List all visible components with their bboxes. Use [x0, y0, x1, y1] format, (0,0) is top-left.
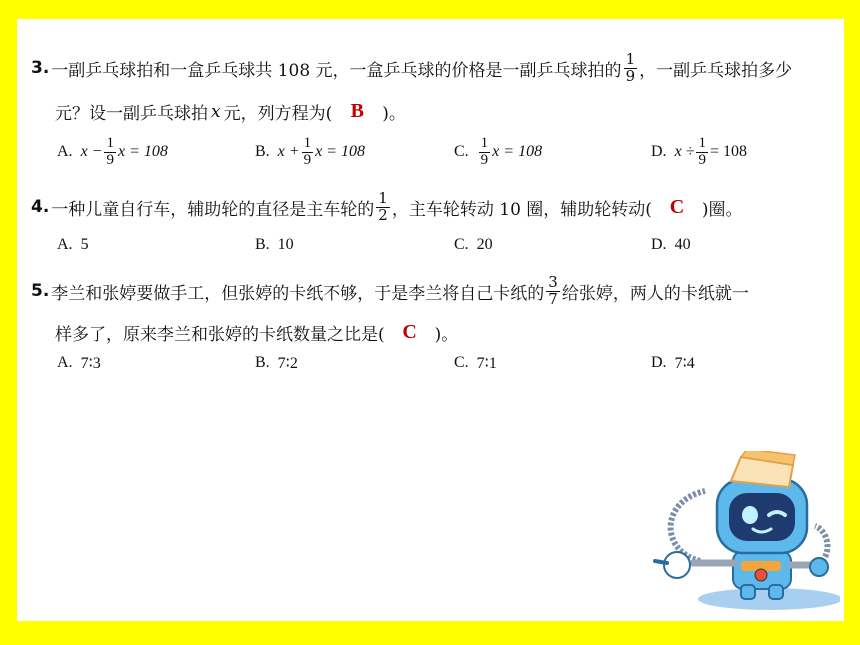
- q5-option-b-label: B.: [255, 354, 270, 371]
- q3-option-d-label: D.: [651, 143, 667, 161]
- q3-option-c-post: x = 108: [492, 143, 543, 161]
- q5-frac-den: 7: [548, 289, 558, 308]
- q4-answer: C: [669, 195, 685, 218]
- q4-text-b: ，主车轮转动 10 圈，辅助轮转动(: [391, 199, 652, 220]
- q3-text-1b: ，一副乒乓球拍多少: [639, 60, 793, 81]
- q3-option-a-post: x = 108: [117, 143, 168, 161]
- q5-option-a[interactable]: [57, 353, 101, 373]
- robot-mascot-icon: [645, 451, 840, 615]
- q3-frac-num: 1: [625, 50, 636, 68]
- q3-option-a-num: 1: [106, 135, 114, 151]
- q3-option-d[interactable]: [651, 136, 747, 169]
- q5-text-1b: 给张婷，两人的卡纸就一: [561, 283, 749, 304]
- q3-var: x: [211, 101, 221, 122]
- q3-line2: [55, 99, 406, 124]
- q3-text-2b: 元，列方程为(: [223, 104, 333, 124]
- q5-option-b-text: 7∶2: [277, 355, 298, 372]
- q3-frac-den: 9: [625, 66, 636, 85]
- q5-option-d-text: 7∶4: [674, 355, 695, 372]
- q3-option-c-den: 9: [480, 151, 489, 168]
- q3-fraction: [624, 52, 638, 85]
- q4-line: [31, 191, 743, 224]
- q5-option-c-text: 7∶1: [476, 355, 497, 372]
- q3-option-b[interactable]: [255, 136, 365, 169]
- q3-text-2a: 元？设一副乒乓球拍: [55, 104, 208, 124]
- q3-option-a-den: 9: [106, 151, 114, 168]
- q4-option-d[interactable]: [651, 236, 691, 254]
- q4-option-c-label: C.: [454, 236, 469, 253]
- q3-line1: [31, 52, 792, 85]
- worksheet-page: [17, 19, 844, 621]
- q5-option-d[interactable]: [651, 353, 695, 373]
- q3-option-d-post: = 108: [709, 143, 747, 161]
- q3-option-d-den: 9: [698, 151, 706, 168]
- q3-option-b-frac: [302, 136, 314, 169]
- q5-text-2b: )。: [434, 325, 459, 345]
- q3-option-a-pre: x −: [80, 143, 103, 161]
- q5-text-2a: 样多了，原来李兰和张婷的卡纸数量之比是(: [55, 325, 385, 345]
- q3-option-d-frac: [696, 136, 708, 169]
- q4-text-a: 一种儿童自行车，辅助轮的直径是主车轮的: [51, 199, 375, 220]
- q3-option-b-den: 9: [303, 151, 312, 168]
- q3-option-b-num: 1: [303, 135, 312, 151]
- q4-option-a-label: A.: [57, 236, 73, 253]
- q3-option-b-pre: x +: [277, 143, 300, 161]
- q4-option-a-text: 5: [80, 236, 89, 253]
- q5-number: 5.: [31, 281, 50, 302]
- q3-option-c-num: 1: [480, 135, 489, 151]
- q4-frac-num: 1: [378, 189, 388, 207]
- q4-option-b-label: B.: [255, 236, 270, 253]
- q4-option-d-label: D.: [651, 236, 667, 253]
- q4-frac-den: 2: [378, 205, 388, 224]
- q5-answer: C: [402, 321, 417, 343]
- q3-option-a[interactable]: [57, 136, 168, 169]
- q5-option-c-label: C.: [454, 354, 469, 371]
- q3-number: 3.: [31, 58, 50, 79]
- q3-option-a-label: A.: [57, 143, 73, 161]
- q3-option-c-frac: [479, 136, 491, 169]
- q4-option-d-text: 40: [674, 236, 691, 253]
- q4-option-b[interactable]: [255, 236, 294, 254]
- q4-option-a[interactable]: [57, 236, 89, 254]
- q5-option-b[interactable]: [255, 353, 298, 373]
- q5-option-a-text: 7∶3: [80, 355, 101, 372]
- q5-line1: [31, 275, 749, 308]
- q5-text-1a: 李兰和张婷要做手工，但张婷的卡纸不够，于是李兰将自己卡纸的: [51, 283, 545, 304]
- q3-option-a-frac: [104, 136, 116, 169]
- q3-option-b-post: x = 108: [315, 143, 365, 161]
- q5-fraction: [546, 275, 560, 308]
- q4-option-c[interactable]: [454, 236, 493, 254]
- q5-line2: [55, 320, 458, 345]
- q3-option-c[interactable]: [454, 136, 542, 169]
- q5-option-c[interactable]: [454, 353, 497, 373]
- q4-fraction: [376, 191, 390, 224]
- q3-option-b-label: B.: [255, 143, 270, 161]
- q3-text-2c: )。: [382, 104, 406, 124]
- q3-answer: B: [350, 100, 364, 122]
- q4-option-c-text: 20: [476, 236, 493, 253]
- q5-frac-num: 3: [548, 273, 558, 291]
- q5-option-d-label: D.: [651, 354, 667, 371]
- q5-option-a-label: A.: [57, 354, 73, 371]
- q3-option-c-label: C.: [454, 143, 469, 161]
- q4-number: 4.: [31, 197, 50, 218]
- q4-option-b-text: 10: [277, 236, 294, 253]
- q3-text-1a: 一副乒乓球拍和一盒乒乓球共 108 元，一盒乒乓球的价格是一副乒乓球拍的: [51, 60, 622, 81]
- q4-text-c: )圈。: [701, 199, 743, 220]
- q3-option-d-pre: x ÷: [674, 143, 695, 161]
- q3-option-d-num: 1: [698, 135, 706, 151]
